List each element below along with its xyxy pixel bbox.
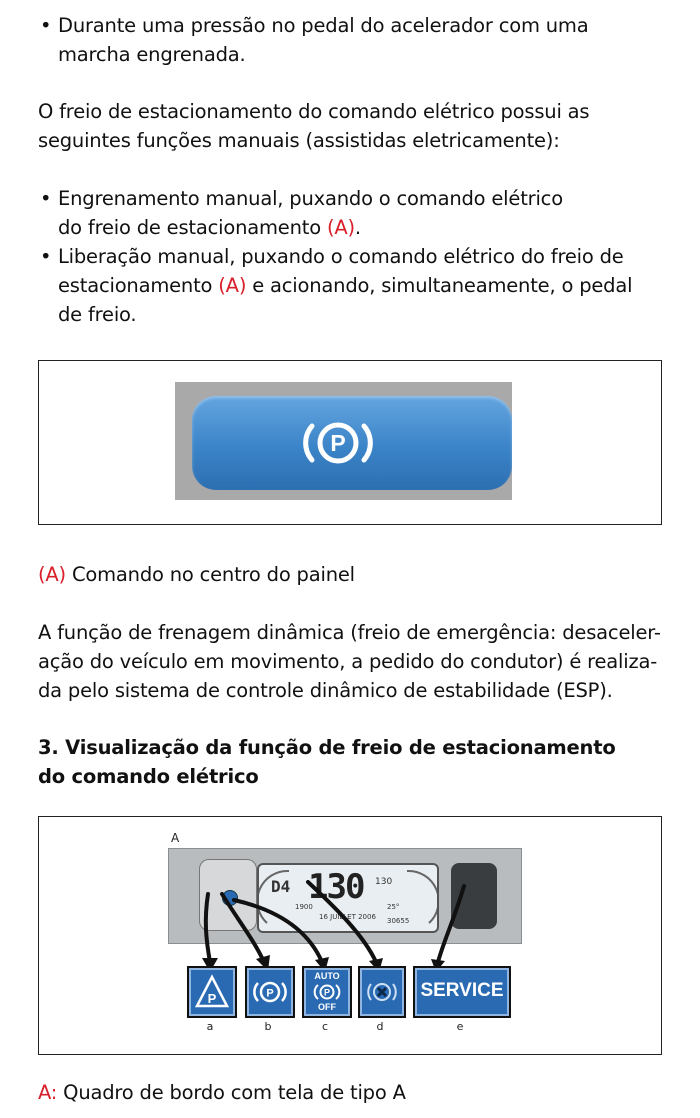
indicator-d-label: d: [376, 1020, 384, 1033]
svg-text:P: P: [323, 987, 331, 998]
gear-readout: D4: [271, 877, 291, 896]
indicator-e-label: e: [456, 1020, 464, 1033]
caption-a: [38, 560, 355, 589]
svg-text:P: P: [207, 991, 217, 1006]
rpm-readout: 1900: [295, 903, 313, 911]
speed-readout: 130: [308, 867, 364, 907]
para1-line2: seguintes funções manuais (assistidas eletricamente):: [38, 129, 560, 152]
indicator-c-top: AUTO: [314, 971, 340, 981]
park-brake-icon: [252, 976, 288, 1008]
bullet2-line2: [58, 213, 361, 242]
caption-a-ref: (A): [38, 563, 66, 586]
service-icon: SERVICE: [420, 980, 504, 1001]
odometer-readout: 30655: [387, 917, 410, 925]
indicator-a: [187, 966, 237, 1018]
bullet-marker: •: [40, 14, 52, 37]
ref-a: (A): [326, 216, 355, 239]
caption-b: [38, 1078, 406, 1107]
bullet1-line1: Durante uma pressão no pedal do acelerador com uma: [58, 14, 589, 37]
bullet2-line2-post: .: [354, 216, 361, 239]
para2-line1: A função de frenagem dinâmica (freio de emergência: desaceler-: [38, 621, 661, 644]
indicator-e: [413, 966, 511, 1018]
caption-a-text: Comando no centro do painel: [65, 563, 355, 586]
ref-a: (A): [218, 274, 247, 297]
figure-label-a: A: [171, 831, 180, 845]
bullet2-line1: Engrenamento manual, puxando o comando elétrico: [58, 187, 563, 210]
pointer-arrows: [168, 880, 468, 972]
parking-brake-button: [192, 396, 512, 490]
indicator-c-label: c: [321, 1020, 329, 1033]
bullet3-line2-pre: estacionamento: [58, 274, 219, 297]
caption-b-ref: A:: [38, 1081, 58, 1104]
para2-line2: ação do veículo em movimento, a pedido do condutor) é realiza-: [38, 650, 658, 673]
bullet-marker: •: [40, 187, 52, 210]
indicator-c: [302, 966, 352, 1018]
bullet3-line3: de freio.: [58, 303, 137, 326]
date-readout: 16 JUILLET 2006: [319, 913, 376, 921]
indicator-d: [358, 966, 406, 1018]
bullet-marker: •: [40, 245, 52, 268]
section-heading-line1: 3. Visualização da função de freio de estacionamento: [38, 736, 616, 759]
bullet1-line2: marcha engrenada.: [58, 43, 246, 66]
para1-line1: O freio de estacionamento do comando elétrico possui as: [38, 100, 590, 123]
bullet2-line2-pre: do freio de estacionamento: [58, 216, 327, 239]
para2-line3: da pelo sistema de controle dinâmico de estabilidade (ESP).: [38, 679, 613, 702]
auto-off-park-icon: [313, 982, 341, 1002]
indicator-a-label: a: [206, 1020, 214, 1033]
caption-b-text: Quadro de bordo com tela de tipo A: [57, 1081, 406, 1104]
indicator-b: [245, 966, 295, 1018]
svg-text:P: P: [330, 430, 346, 456]
bullet3-line1: Liberação manual, puxando o comando elétrico do freio de: [58, 245, 624, 268]
temp-readout: 25°: [387, 903, 400, 911]
brake-fault-icon: [366, 976, 398, 1008]
speed-limit-readout: 130: [375, 877, 393, 887]
indicator-c-bottom: OFF: [318, 1002, 336, 1012]
park-triangle-icon: [194, 974, 230, 1010]
bullet3-line2-post: e acionando, simultaneamente, o pedal: [246, 274, 633, 297]
park-brake-icon: [298, 412, 378, 474]
bullet3-line2: [58, 271, 632, 300]
section-heading-line2: do comando elétrico: [38, 765, 259, 788]
svg-text:P: P: [266, 987, 274, 1000]
indicator-b-label: b: [264, 1020, 272, 1033]
